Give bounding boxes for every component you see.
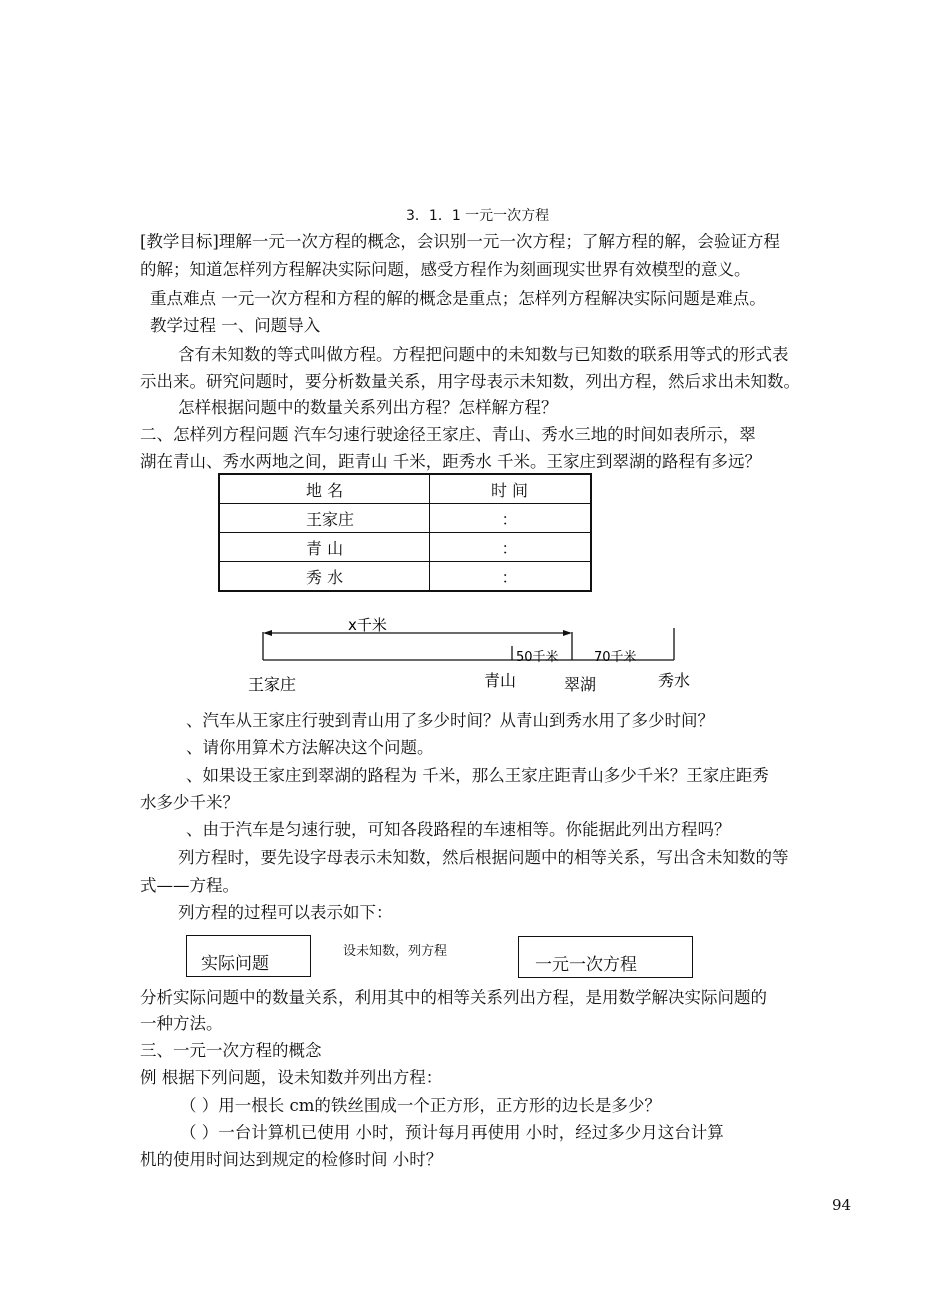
section2-line1: 二、怎样列方程问题 汽车匀速行驶途径王家庄、青山、秀水三地的时间如表所示，翠 [140, 425, 756, 444]
analysis-line2: 一种方法。 [140, 1014, 223, 1033]
segment1-label: 50千米 [516, 650, 559, 665]
intro-line3: 怎样根据问题中的数量关系列出方程？怎样解方程？ [178, 398, 558, 417]
example-intro: 例 根据下列问题，设未知数并列出方程： [140, 1068, 443, 1087]
table-cell: ： [429, 533, 591, 562]
example-2-line2: 机的使用时间达到规定的检修时间 小时？ [140, 1150, 443, 1169]
section2-line2: 湖在青山、秀水两地之间，距青山 千米，距秀水 千米。王家庄到翠湖的路程有多远？ [140, 452, 761, 471]
x-arrow-left [263, 630, 272, 636]
x-distance-label: x千米 [348, 616, 387, 634]
flow-left-label: 实际问题 [201, 954, 269, 974]
page-title: 3．1．1 一元一次方程 [406, 208, 550, 224]
question-4: 、由于汽车是匀速行驶，可知各段路程的车速相等。你能据此列出方程吗？ [186, 820, 731, 839]
question-1: 、汽车从王家庄行驶到青山用了多少时间？从青山到秀水用了多少时间？ [186, 711, 714, 730]
segment2-label: 70千米 [594, 650, 637, 665]
page-number: 94 [832, 1196, 852, 1214]
flow-box-linear-equation [518, 936, 693, 978]
flow-arrow-label: 设未知数，列方程 [343, 944, 448, 959]
table-cell: ： [429, 562, 591, 592]
analysis-line1: 分析实际问题中的数量关系，利用其中的相等关系列出方程，是用数学解决实际问题的 [140, 988, 767, 1007]
table-cell: 秀 水 [219, 562, 429, 592]
flow-right-label: 一元一次方程 [535, 955, 637, 975]
example-2-line1: （ ）一台计算机已使用 小时，预计每月再使用 小时，经过多少月这台计算 [180, 1123, 724, 1142]
question-2: 、请你用算术方法解决这个问题。 [186, 738, 434, 757]
intro-line2: 示出来。研究问题时，要分析数量关系，用字母表示未知数，列出方程，然后求出未知数。 [140, 372, 800, 391]
section3-heading: 三、一元一次方程的概念 [140, 1041, 322, 1060]
method-line1: 列方程时，要先设字母表示未知数，然后根据问题中的相等关系，写出含未知数的等 [178, 848, 789, 867]
question-3-line2: 水多少千米？ [140, 793, 239, 812]
intro-line1: 含有未知数的等式叫做方程。方程把问题中的未知数与已知数的联系用等式的形式表 [178, 345, 789, 364]
table-header-time: 时 间 [429, 474, 591, 504]
x-arrow-right [563, 630, 572, 636]
table-header-place: 地 名 [219, 474, 429, 504]
place-xiushui: 秀水 [658, 671, 691, 690]
goals-line2: 的解；知道怎样列方程解决实际问题，感受方程作为刻画现实世界有效模型的意义。 [140, 260, 751, 279]
key-points: 重点难点 一元一次方程和方程的解的概念是重点；怎样列方程解决实际问题是难点。 [150, 289, 766, 308]
goals-line1: [教学目标]理解一元一次方程的概念，会识别一元一次方程；了解方程的解，会验证方程 [140, 232, 780, 251]
example-1: （ ）用一根长 cm的铁丝围成一个正方形，正方形的边长是多少？ [180, 1096, 661, 1115]
table-cell: 青 山 [219, 533, 429, 562]
table-cell: ： [429, 504, 591, 533]
place-qingshan: 青山 [484, 671, 517, 690]
flow-box-actual-problem [186, 935, 311, 977]
place-cuihu: 翠湖 [564, 675, 597, 694]
table-cell: 王家庄 [219, 504, 429, 533]
method-line3: 列方程的过程可以表示如下： [178, 903, 393, 922]
method-line2: 式——方程。 [140, 876, 239, 895]
question-3-line1: 、如果设王家庄到翠湖的路程为 千米，那么王家庄距青山多少千米？王家庄距秀 [186, 766, 769, 785]
place-wangjiazhuang: 王家庄 [248, 675, 297, 694]
teaching-process: 教学过程 一、问题导入 [150, 316, 321, 335]
